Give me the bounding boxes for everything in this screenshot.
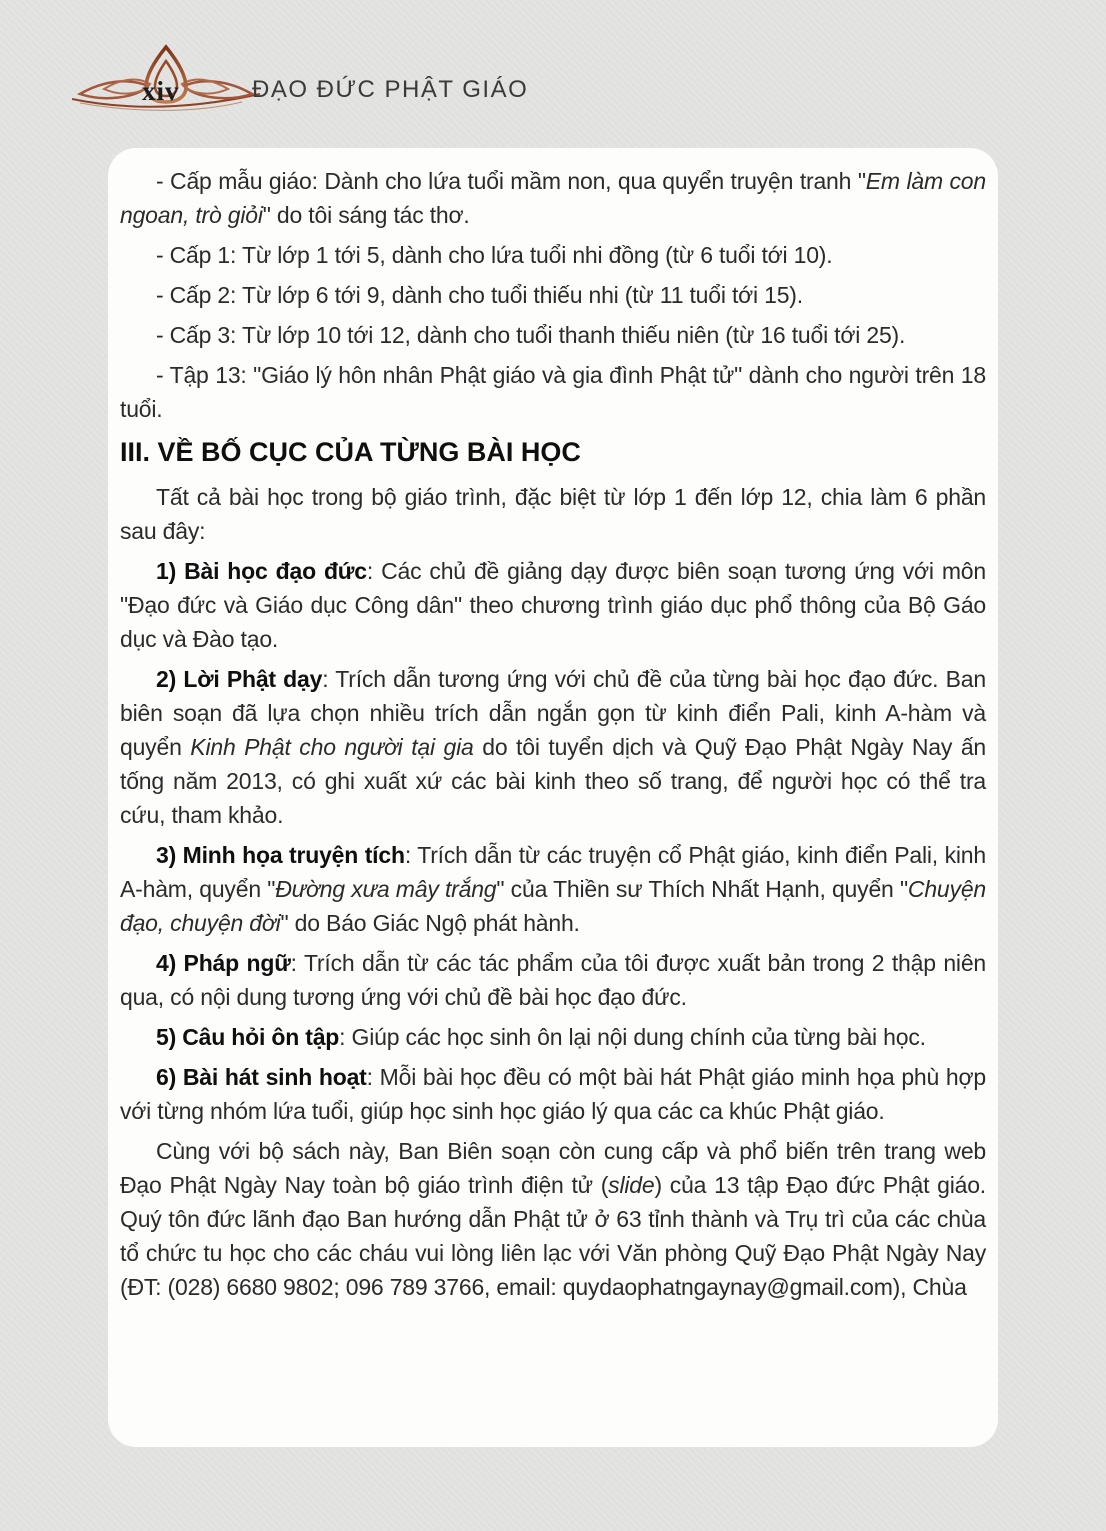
text-run: : Trích dẫn từ các truyện cổ Phật giáo, kinh điển Pali, kinh A-hàm, quyển " [120, 842, 986, 902]
text-run: III. VỀ BỐ CỤC CỦA TỪNG BÀI HỌC [120, 437, 581, 467]
page-number: xiv [142, 76, 180, 106]
paragraph [120, 238, 986, 272]
text-run: - Tập 13: "Giáo lý hôn nhân Phật giáo và gia đình Phật tử" dành cho người trên 18 tuổi. [120, 362, 986, 422]
paragraph [120, 838, 986, 940]
paragraph [120, 554, 986, 656]
paragraph [120, 1020, 986, 1054]
text-run: Tất cả bài học trong bộ giáo trình, đặc biệt từ lớp 1 đến lớp 12, chia làm 6 phần sau đây: [120, 484, 986, 544]
text-run: do tôi tuyển dịch và Quỹ Đạo Phật Ngày Nay ấn tống năm 2013, có ghi xuất xứ các bài kinh theo số trang, để người học có thể tra cứu, tham khảo. [120, 734, 986, 828]
text-run: Đường xưa mây trắng [275, 876, 497, 902]
text-run: - Cấp mẫu giáo: Dành cho lứa tuổi mầm non, qua quyển truyện tranh " [156, 168, 866, 194]
text-run: Em làm con ngoan, trò giỏi [120, 168, 986, 228]
paragraph-list [120, 164, 986, 1304]
paragraph [120, 358, 986, 426]
text-run: - Cấp 3: Từ lớp 10 tới 12, dành cho tuổi thanh thiếu niên (từ 16 tuổi tới 25). [156, 322, 906, 348]
text-run: - Cấp 1: Từ lớp 1 tới 5, dành cho lứa tuổi nhi đồng (từ 6 tuổi tới 10). [156, 242, 833, 268]
paragraph [120, 946, 986, 1014]
text-run: ) của 13 tập Đạo đức Phật giáo. Quý tôn đức lãnh đạo Ban hướng dẫn Phật tử ở 63 tỉnh thành và Trụ trì của các chùa tổ chức tu học cho các cháu vui lòng liên lạc với Văn phòng Quỹ Đạo Phật Ngày Nay (ĐT: (028) 6680 9802; 096 789 3766, email: quydaophatngaynay@gmail.com), Chùa [120, 1172, 986, 1300]
text-run: " của Thiền sư Thích Nhất Hạnh, quyển " [496, 876, 908, 902]
content-card [108, 148, 998, 1447]
text-run: : Mỗi bài học đều có một bài hát Phật giáo minh họa phù hợp với từng nhóm lứa tuổi, giúp học sinh học giáo lý qua các ca khúc Phật giáo. [120, 1064, 986, 1124]
text-run: " do tôi sáng tác thơ. [262, 202, 470, 228]
text-run: 5) Câu hỏi ôn tập [156, 1024, 340, 1050]
text-run: Chuyện đạo, chuyện đời [120, 876, 986, 936]
paragraph [120, 662, 986, 832]
lotus-logo [70, 42, 262, 116]
text-run: Cùng với bộ sách này, Ban Biên soạn còn cung cấp và phổ biến trên trang web Đạo Phật Ngày Nay toàn bộ giáo trình điện tử ( [120, 1138, 986, 1198]
text-run: : Trích dẫn tương ứng với chủ đề của từng bài học đạo đức. Ban biên soạn đã lựa chọn nhiều trích dẫn ngắn gọn từ kinh điển Pali, kinh A-hàm và quyển [120, 666, 986, 760]
text-run: - Cấp 2: Từ lớp 6 tới 9, dành cho tuổi thiếu nhi (từ 11 tuổi tới 15). [156, 282, 803, 308]
text-run: : Trích dẫn từ các tác phẩm của tôi được xuất bản trong 2 thập niên qua, có nội dung tương ứng với chủ đề bài học đạo đức. [120, 950, 987, 1010]
paragraph [120, 1060, 986, 1128]
page-title: ĐẠO ĐỨC PHẬT GIÁO [252, 76, 529, 103]
paragraph [120, 164, 986, 232]
text-run: Kinh Phật cho người tại gia [190, 734, 474, 760]
text-run: slide [608, 1172, 655, 1198]
paragraph [120, 1134, 986, 1304]
text-run: 2) Lời Phật dạy [156, 666, 323, 692]
text-run: 3) Minh họa truyện tích [156, 842, 405, 868]
section-heading [120, 434, 986, 470]
text-run: : Các chủ đề giảng dạy được biên soạn tương ứng với môn "Đạo đức và Giáo dục Công dân" theo chương trình giáo dục phổ thông của Bộ Gáo dục và Đào tạo. [120, 558, 986, 652]
paragraph [120, 480, 986, 548]
text-run: 1) Bài học đạo đức [156, 558, 367, 584]
paragraph [120, 318, 986, 352]
text-run: 4) Pháp ngữ [156, 950, 291, 976]
text-run: " do Báo Giác Ngộ phát hành. [280, 910, 580, 936]
paragraph [120, 278, 986, 312]
text-run: : Giúp các học sinh ôn lại nội dung chính của từng bài học. [339, 1024, 926, 1050]
text-run: 6) Bài hát sinh hoạt [156, 1064, 367, 1090]
